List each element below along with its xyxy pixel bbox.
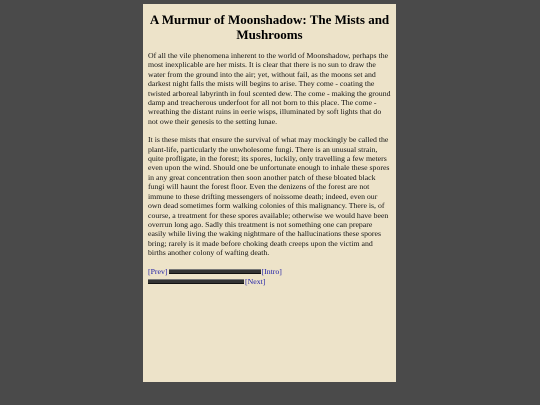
nav-row-top [148, 267, 391, 277]
page-navigation [148, 267, 391, 287]
intro-link[interactable]: [Intro] [261, 266, 282, 276]
nav-row-bottom [148, 277, 391, 287]
nav-divider [169, 269, 261, 274]
nav-divider [148, 279, 244, 284]
paragraph-mists: Of all the vile phenomena inherent to the world of Moonshadow, perhaps the most inexplicable are her mists. It is clear that there is no sun to draw the water from the ground into the air; yet, without fail, as the moons set and darkest night falls the mists will begins to arise. They come - coating the twisted arboreal labyrinth in foul scented dew. The come - making the ground damp and treacherous underfoot for all not born to this place. The come - wreathing the distant ruins in eerie wisps, illuminated by soft lights that do not owe their genesis to the setting lunae. [148, 51, 391, 126]
next-link[interactable]: [Next] [245, 276, 266, 286]
page-title: A Murmur of Moonshadow: The Mists and Mushrooms [149, 12, 390, 42]
document-page [143, 4, 396, 382]
paragraph-fungi: It is these mists that ensure the survival of what may mockingly be called the plant-life, particularly the unwholesome fungi. There is an unusual strain, quite profligate, in the forest; its spores, luckily, only travelling a few meters even upon the wind. Should one be unfortunate enough to inhale these spores in any great concentration then soon another patch of these bloated black fungi will haunt the forest floor. Even the denizens of the forest are not immune to these drifting messengers of noissome death; indeed, even our own dead sometimes form walking colonies of this malignancy. There is, of course, a treatment for these spores available; otherwise we would have been overrun long ago. Sadly this treatment is not something one can prepare easily while living the waking nightmare of the hallucinations these spores bring; rarely is it made before choking death creeps upon the victim and births another colony of wafting death. [148, 135, 390, 258]
prev-link[interactable]: [Prev] [148, 266, 168, 276]
